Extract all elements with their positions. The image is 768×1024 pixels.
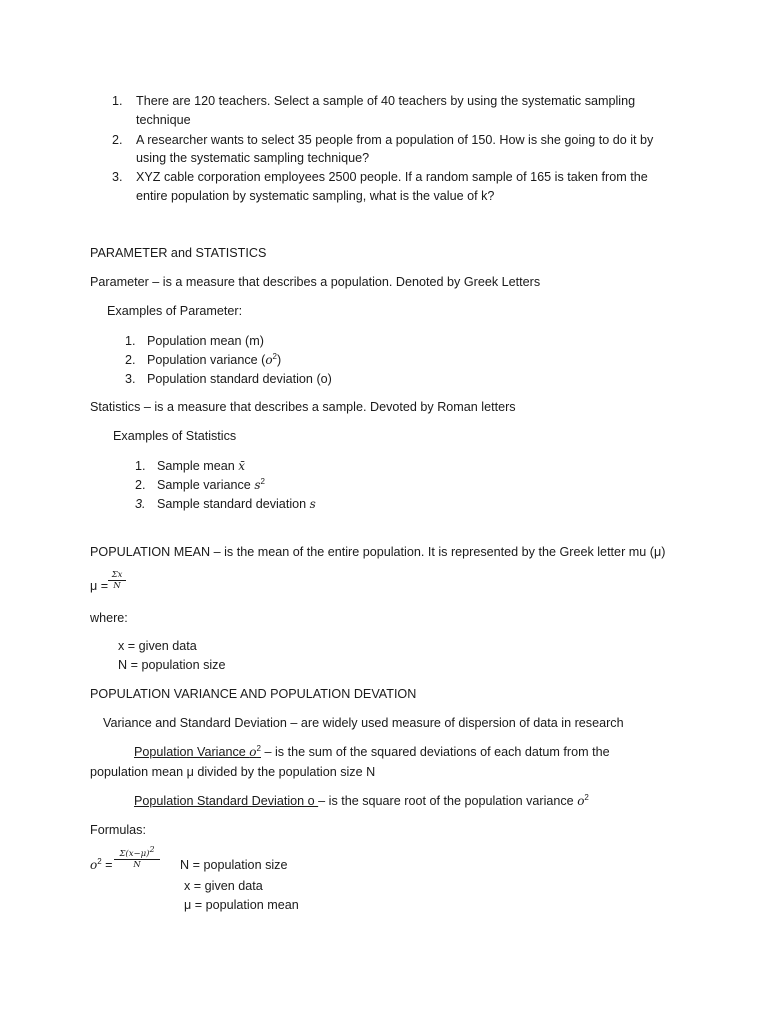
question-3-number: 3.	[112, 170, 123, 184]
question-1-line-2: technique	[136, 113, 191, 127]
question-1-line-1: There are 120 teachers. Select a sample of 40 teachers by using the systematic sampling	[136, 94, 636, 108]
variance-term: Population Variance $o^2$	[134, 743, 261, 759]
population-mean-formula-fraction	[108, 570, 126, 591]
variance-definition-line-1: Population Variance $o^2$ – is the sum of the squared deviations of each datum from the	[134, 743, 610, 759]
question-3-line-1: XYZ cable corporation employees 2500 people. If a random sample of 165 is taken from the	[136, 170, 648, 184]
parameter-example-2-number: 2.	[125, 353, 136, 367]
variance-formula-denominator: N	[114, 859, 160, 870]
sd-term: Population Standard Deviation o	[134, 794, 319, 808]
statistics-examples-label: Examples of Statistics	[113, 429, 237, 443]
variance-formula-numerator: $\Sigma(x-\mu)^2$	[119, 845, 155, 859]
section-heading-parameter-statistics: PARAMETER and STATISTICS	[90, 246, 267, 260]
variance-formula-lhs: $o^2$ =	[90, 856, 113, 872]
population-mean-formula-numerator: Σx	[111, 570, 123, 580]
question-2-line-1: A researcher wants to select 35 people from a population of 150. How is she going to do it by	[136, 133, 654, 147]
population-mean-formula-denominator: N	[108, 580, 126, 591]
formula-legend-x: x = given data	[184, 879, 263, 893]
statistics-example-1-number: 1.	[135, 459, 146, 473]
question-1-number: 1.	[112, 94, 123, 108]
sd-definition: Population Standard Deviation o – is the square root of the population variance $o^2$	[134, 792, 589, 808]
statistics-example-3: Sample standard deviation s	[157, 497, 316, 511]
statistics-example-1: Sample mean x̄	[157, 459, 245, 473]
question-2-number: 2.	[112, 133, 123, 147]
variance-definition-line-2: population mean μ divided by the population size N	[90, 765, 376, 779]
parameter-example-3-number: 3.	[125, 372, 136, 386]
statistics-example-2: Sample variance $s^2$	[157, 476, 265, 492]
parameter-example-3: Population standard deviation (o)	[147, 372, 332, 386]
statistics-example-3-number: 3.	[135, 497, 146, 511]
parameter-examples-label: Examples of Parameter:	[107, 304, 243, 318]
parameter-example-1: Population mean (m)	[147, 334, 264, 348]
parameter-example-2: Population variance $(o^2)$	[147, 351, 282, 367]
question-2-line-2: using the systematic sampling technique?	[136, 151, 370, 165]
statistics-definition: Statistics – is a measure that describes a sample. Devoted by Roman letters	[90, 400, 516, 414]
statistics-example-2-number: 2.	[135, 478, 146, 492]
parameter-example-1-number: 1.	[125, 334, 136, 348]
parameter-definition: Parameter – is a measure that describes a population. Denoted by Greek Letters	[90, 275, 541, 289]
where-item-x: x = given data	[118, 639, 197, 653]
population-variance-heading: POPULATION VARIANCE AND POPULATION DEVATION	[90, 687, 417, 701]
variance-intro: Variance and Standard Deviation – are widely used measure of dispersion of data in research	[103, 716, 624, 730]
variance-formula-fraction	[114, 845, 160, 870]
population-mean-definition: POPULATION MEAN – is the mean of the entire population. It is represented by the Greek letter mu (μ)	[90, 545, 666, 559]
formula-legend-mu: μ = population mean	[184, 898, 299, 912]
formula-legend-n: N = population size	[180, 858, 288, 872]
where-item-n: N = population size	[118, 658, 226, 672]
where-label: where:	[90, 611, 128, 625]
formulas-label: Formulas:	[90, 823, 146, 837]
population-mean-formula-lhs: μ =	[90, 579, 109, 593]
question-3-line-2: entire population by systematic sampling, what is the value of k?	[136, 189, 495, 203]
